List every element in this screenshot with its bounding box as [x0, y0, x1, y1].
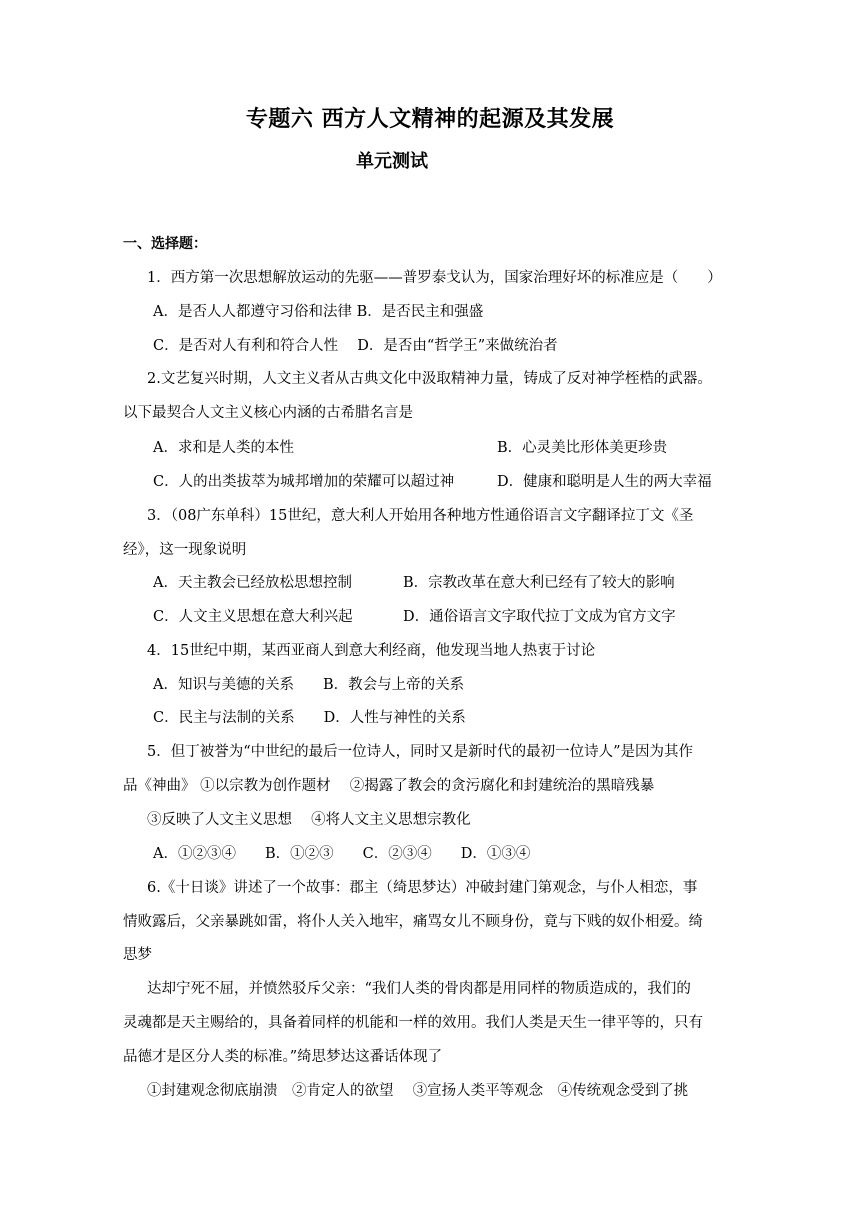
- question-3-stem-line-1: 3．（08广东单科）15世纪，意大利人开始用各种地方性通俗语言文字翻译拉丁文《圣: [147, 508, 694, 524]
- question-1-options-cd: C．是否对人有利和符合人性 D．是否由“哲学王”来做统治者: [153, 338, 558, 354]
- question-4-options-ab: A．知识与美德的关系 B．教会与上帝的关系: [153, 677, 465, 693]
- question-3-option-c: C．人文主义思想在意大利兴起: [153, 609, 353, 625]
- question-3-option-b: B．宗教改革在意大利已经有了较大的影响: [403, 575, 675, 591]
- page-title: 专题六 西方人文精神的起源及其发展: [245, 107, 615, 132]
- question-5-options: A．①②③④ B．①②③ C．②③④ D．①③④: [153, 846, 531, 862]
- question-6-options: ①封建观念彻底崩溃 ②肯定人的欲望 ③宣扬人类平等观念 ④传统观念受到了挑: [147, 1083, 689, 1099]
- question-5-stem-line-3: ③反映了人文主义思想 ④将人文主义思想宗教化: [147, 812, 471, 828]
- question-4-options-cd: C．民主与法制的关系 D．人性与神性的关系: [153, 710, 466, 726]
- question-2-stem-line-1: 2.文艺复兴时期，人文主义者从古典文化中汲取精神力量，铸成了反对神学桎梏的武器。: [147, 371, 712, 387]
- question-5-stem-line-1: 5．但丁被誉为“中世纪的最后一位诗人，同时又是新时代的最初一位诗人”是因为其作: [147, 744, 694, 760]
- question-6-stem-line-4: 达却宁死不屈，并愤然驳斥父亲：“我们人类的骨肉都是用同样的物质造成的，我们的: [147, 981, 691, 997]
- page-subtitle: 单元测试: [356, 151, 428, 172]
- question-3-stem-line-2: 经》，这一现象说明: [123, 542, 247, 558]
- question-2-stem-line-2: 以下最契合人文主义核心内涵的古希腊名言是: [123, 405, 413, 421]
- question-4-stem: 4．15世纪中期，某西亚商人到意大利经商，他发现当地人热衷于讨论: [147, 643, 596, 659]
- question-6-stem-line-3: 思梦: [123, 947, 152, 963]
- section-heading: 一、选择题：: [123, 236, 207, 252]
- question-6-stem-line-5: 灵魂都是天主赐给的，具备着同样的机能和一样的效用。我们人类是天生一律平等的，只有: [123, 1015, 703, 1031]
- question-3-option-a: A．天主教会已经放松思想控制: [153, 575, 352, 591]
- question-6-stem-line-1: 6.《十日谈》讲述了一个故事：郡主（绮思梦达）冲破封建门第观念，与仆人相恋，事: [147, 880, 698, 896]
- question-2-option-a: A．求和是人类的本性: [153, 440, 294, 456]
- question-2-option-d: D．健康和聪明是人生的两大幸福: [497, 474, 712, 490]
- question-1-options-ab: A．是否人人都遵守习俗和法律 B．是否民主和强盛: [153, 304, 484, 320]
- question-3-option-d: D．通俗语言文字取代拉丁文成为官方文字: [403, 609, 676, 625]
- question-2-option-b: B．心灵美比形体美更珍贵: [497, 440, 668, 456]
- question-5-stem-line-2: 品《神曲》 ①以宗教为创作题材 ②揭露了教会的贪污腐化和封建统治的黑暗残暴: [123, 778, 655, 794]
- question-2-option-c: C．人的出类拔萃为城邦增加的荣耀可以超过神: [153, 474, 455, 490]
- question-6-stem-line-2: 情败露后，父亲暴跳如雷，将仆人关入地牢，痛骂女儿不顾身份，竟与下贱的奴仆相爱。绮: [123, 914, 703, 930]
- question-6-stem-line-6: 品德才是区分人类的标准。”绮思梦达这番话体现了: [123, 1049, 443, 1065]
- question-1-stem: 1．西方第一次思想解放运动的先驱——普罗泰戈认为，国家治理好坏的标准应是（ ）: [147, 270, 722, 286]
